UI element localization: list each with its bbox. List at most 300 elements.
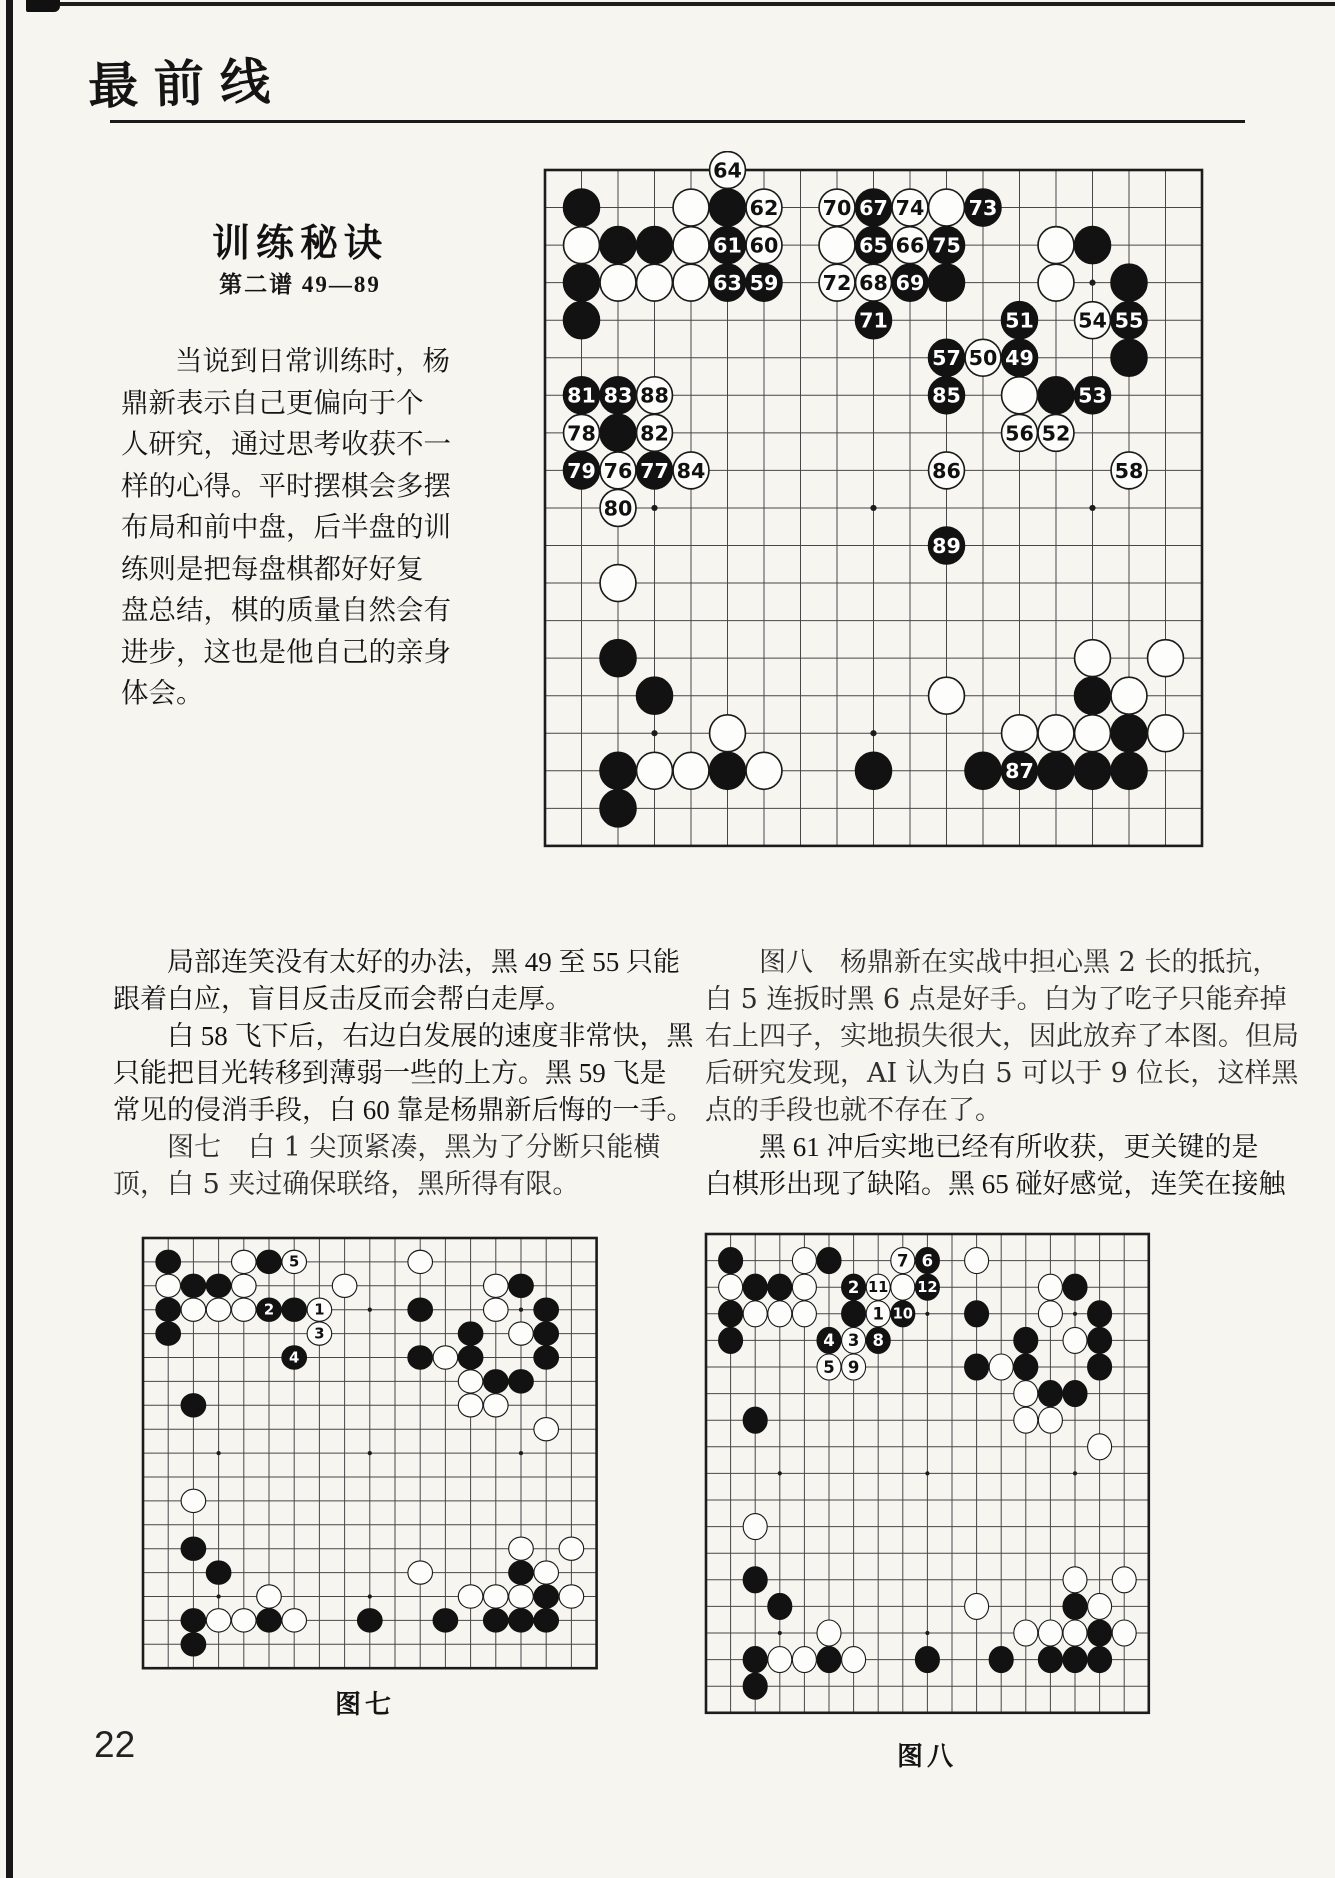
move-number: 6 — [921, 1251, 934, 1271]
text-line: 顶，白 5 夹过确保联络，黑所得有限。 — [113, 1169, 580, 1200]
go-stone-white — [483, 1274, 508, 1297]
go-stone-white — [433, 1346, 458, 1369]
text-line: 局部连笑没有太好的办法，黑 49 至 55 只能 — [167, 947, 680, 977]
go-stone-black — [206, 1561, 231, 1584]
go-stone-black — [719, 1301, 743, 1327]
move-number: 4 — [823, 1331, 835, 1351]
go-stone-black — [710, 227, 746, 264]
text-line: 样的心得。平时摆棋会多摆 — [121, 469, 451, 501]
go-stone-black — [483, 1609, 508, 1632]
go-stone-white — [509, 1322, 534, 1345]
go-stone-black — [1063, 1593, 1087, 1619]
go-stone-black — [1111, 752, 1147, 789]
text-line: 布局和前中盘，后半盘的训 — [121, 511, 451, 542]
go-stone-black — [1111, 302, 1147, 339]
go-stone-white — [792, 1248, 816, 1274]
go-stone-white — [673, 189, 709, 226]
go-stone-black — [743, 1274, 767, 1300]
go-stone-black — [1075, 752, 1111, 789]
move-number: 69 — [895, 271, 925, 296]
go-stone-white — [564, 414, 600, 451]
go-stone-white — [564, 227, 600, 264]
go-stone-black — [710, 189, 746, 226]
go-stone-black — [915, 1647, 939, 1673]
go-stone-white — [534, 1418, 559, 1441]
go-stone-black — [181, 1537, 206, 1560]
go-stone-black — [534, 1322, 559, 1345]
move-number: 51 — [1005, 308, 1034, 333]
text-line: 白棋形出现了缺陷。黑 65 碰好感觉，连笑在接触 — [705, 1169, 1286, 1199]
move-number: 68 — [859, 271, 888, 296]
go-stone-white — [891, 1274, 915, 1300]
go-stone-white — [746, 227, 782, 264]
go-stone-white — [1038, 264, 1074, 301]
go-stone-white — [637, 264, 673, 301]
go-stone-black — [637, 452, 673, 489]
go-stone-black — [156, 1298, 181, 1321]
go-stone-white — [673, 264, 709, 301]
go-stone-white — [710, 715, 746, 752]
move-number: 4 — [289, 1349, 300, 1367]
go-stone-white — [866, 1301, 890, 1327]
go-stone-white — [1088, 1593, 1112, 1619]
scan-top-edge — [26, 2, 1335, 6]
move-number: 2 — [263, 1301, 275, 1319]
go-stone-white — [1038, 1620, 1062, 1646]
go-stone-white — [408, 1561, 433, 1584]
go-stone-black — [746, 264, 782, 301]
text-line: 白 58 飞下后，右边白发展的速度非常快，黑 — [167, 1021, 694, 1051]
move-number: 76 — [603, 458, 633, 483]
move-number: 5 — [823, 1357, 835, 1377]
go-stone-white — [458, 1370, 483, 1393]
go-stone-white — [1002, 414, 1038, 451]
move-number: 87 — [1005, 759, 1034, 784]
go-stone-black — [842, 1301, 866, 1327]
go-stone-black — [564, 452, 600, 489]
go-stone-black — [965, 752, 1001, 789]
go-stone-white — [483, 1585, 508, 1608]
go-stone-black — [564, 189, 600, 226]
go-stone-black — [817, 1327, 841, 1353]
go-stone-black — [282, 1298, 307, 1321]
go-stone-black — [1038, 377, 1074, 414]
go-stone-black — [817, 1647, 841, 1673]
go-stone-white — [1088, 1434, 1112, 1460]
go-stone-white — [458, 1394, 483, 1417]
text-line: 鼎新表示自己更偏向于个 — [121, 386, 424, 418]
go-stone-black — [181, 1394, 206, 1417]
go-stone-black — [600, 227, 636, 264]
go-stone-black — [600, 414, 636, 451]
go-stone-white — [673, 452, 709, 489]
go-stone-white — [1038, 1407, 1062, 1433]
go-stone-white — [929, 677, 965, 714]
go-stone-black — [637, 227, 673, 264]
go-stone-white — [1148, 715, 1184, 752]
go-stone-white — [842, 1354, 866, 1380]
go-stone-white — [1148, 640, 1184, 677]
move-number: 59 — [749, 271, 779, 296]
go-stone-white — [232, 1609, 257, 1632]
move-number: 77 — [640, 458, 669, 483]
go-stone-white — [866, 1274, 890, 1300]
go-stone-black — [181, 1633, 206, 1656]
go-stone-black — [1111, 339, 1147, 376]
go-stone-white — [792, 1301, 816, 1327]
text-line: 盘总结，棋的质量自然会有 — [121, 594, 451, 625]
move-number: 88 — [640, 383, 669, 408]
go-stone-white — [1063, 1567, 1087, 1593]
move-number: 8 — [872, 1331, 884, 1351]
go-stone-black — [1111, 264, 1147, 301]
go-stone-black — [719, 1248, 743, 1274]
go-stone-black — [743, 1673, 767, 1699]
move-number: 55 — [1114, 308, 1144, 333]
text-line: 跟着白应，盲目反击反而会帮白走厚。 — [113, 984, 572, 1014]
go-board-svg-fig7 — [130, 1226, 610, 1680]
go-stone-black — [156, 1322, 181, 1345]
go-stone-white — [746, 189, 782, 226]
move-number: 9 — [847, 1357, 860, 1377]
page-number: 22 — [94, 1724, 136, 1765]
go-stone-black — [637, 677, 673, 714]
go-stone-white — [1002, 377, 1038, 414]
go-board-fig7 — [130, 1226, 610, 1685]
go-stone-white — [1014, 1381, 1038, 1407]
move-number: 10 — [892, 1305, 913, 1323]
commentary-column-right — [705, 944, 1299, 1203]
move-number: 72 — [822, 271, 852, 296]
text-line: 黑 61 冲后实地已经有所收获，更关键的是 — [759, 1132, 1259, 1162]
go-stone-white — [710, 152, 746, 189]
go-stone-white — [842, 1647, 866, 1673]
go-stone-black — [534, 1346, 559, 1369]
go-stone-black — [181, 1274, 206, 1297]
move-number: 70 — [822, 195, 852, 220]
text-line: 图七 白 1 尖顶紧凑，黑为了分断只能横 — [167, 1132, 661, 1163]
go-stone-white — [1014, 1407, 1038, 1433]
go-stone-black — [1014, 1354, 1038, 1380]
go-stone-white — [637, 752, 673, 789]
move-number: 79 — [567, 458, 596, 483]
go-stone-black — [1088, 1354, 1112, 1380]
move-number: 53 — [1078, 383, 1107, 408]
go-stone-black — [719, 1327, 743, 1353]
go-stone-white — [637, 377, 673, 414]
go-stone-white — [156, 1274, 181, 1297]
move-number: 63 — [713, 271, 742, 296]
go-stone-black — [509, 1274, 534, 1297]
go-stone-black — [989, 1647, 1013, 1673]
go-stone-white — [819, 227, 855, 264]
move-number: 84 — [676, 458, 706, 483]
go-stone-white — [819, 264, 855, 301]
text-line: 右上四子，实地损失很大，因此放弃了本图。但局 — [705, 1021, 1299, 1052]
go-stone-black — [458, 1322, 483, 1345]
scan-corner-mark — [26, 0, 60, 12]
go-board-main — [526, 151, 1221, 870]
go-stone-black — [408, 1346, 433, 1369]
go-stone-black — [817, 1248, 841, 1274]
go-stone-black — [965, 1301, 989, 1327]
go-stone-white — [206, 1609, 231, 1632]
go-stone-white — [1038, 227, 1074, 264]
go-stone-white — [1075, 302, 1111, 339]
go-stone-white — [965, 1593, 989, 1619]
go-stone-white — [1075, 640, 1111, 677]
go-stone-white — [1063, 1620, 1087, 1646]
move-number: 74 — [895, 195, 925, 220]
go-stone-white — [408, 1250, 433, 1273]
go-stone-white — [282, 1609, 307, 1632]
move-number: 62 — [749, 195, 779, 220]
move-number: 75 — [932, 233, 961, 258]
go-stone-black — [768, 1274, 792, 1300]
go-stone-black — [156, 1250, 181, 1273]
go-stone-black — [915, 1274, 939, 1300]
move-number: 65 — [859, 233, 888, 258]
go-stone-black — [282, 1346, 307, 1369]
go-stone-white — [673, 752, 709, 789]
go-stone-black — [483, 1370, 508, 1393]
go-stone-white — [746, 752, 782, 789]
move-number: 11 — [868, 1278, 889, 1296]
go-stone-black — [1063, 1647, 1087, 1673]
go-stone-black — [1075, 677, 1111, 714]
go-stone-black — [1088, 1301, 1112, 1327]
go-stone-white — [1014, 1620, 1038, 1646]
go-stone-black — [509, 1609, 534, 1632]
go-stone-white — [1112, 1567, 1136, 1593]
go-stone-black — [842, 1274, 866, 1300]
go-stone-black — [856, 752, 892, 789]
go-stone-white — [458, 1585, 483, 1608]
go-stone-black — [1063, 1274, 1087, 1300]
go-stone-white — [965, 339, 1001, 376]
move-number: 73 — [968, 195, 998, 220]
go-stone-black — [929, 227, 965, 264]
go-stone-white — [232, 1250, 257, 1273]
masthead-calligraphy: 最前线 — [87, 51, 287, 116]
go-stone-white — [637, 414, 673, 451]
move-number: 1 — [314, 1301, 325, 1319]
go-stone-black — [743, 1647, 767, 1673]
go-stone-white — [1112, 1620, 1136, 1646]
masthead-rule — [110, 120, 1245, 123]
go-stone-white — [282, 1250, 307, 1273]
go-stone-white — [332, 1274, 357, 1297]
go-stone-white — [673, 227, 709, 264]
move-number: 82 — [640, 421, 669, 446]
go-stone-white — [768, 1647, 792, 1673]
go-stone-white — [1038, 1274, 1062, 1300]
go-stone-white — [206, 1298, 231, 1321]
text-line: 体会。 — [121, 677, 204, 708]
go-stone-black — [929, 264, 965, 301]
go-stone-black — [600, 790, 636, 827]
text-line: 当说到日常训练时，杨 — [175, 345, 450, 376]
text-line: 白 5 连扳时黑 6 点是好手。白为了吃子只能弃掉 — [705, 984, 1287, 1015]
go-stone-black — [534, 1298, 559, 1321]
move-number: 7 — [897, 1251, 909, 1271]
go-stone-white — [892, 227, 928, 264]
page-title: 训练秘诀 — [211, 223, 388, 265]
move-number: 81 — [567, 383, 596, 408]
go-stone-white — [929, 189, 965, 226]
go-stone-black — [1014, 1327, 1038, 1353]
go-stone-black — [710, 752, 746, 789]
go-stone-white — [1063, 1327, 1087, 1353]
move-number: 1 — [872, 1304, 884, 1324]
go-stone-black — [768, 1593, 792, 1619]
move-number: 64 — [713, 158, 742, 183]
go-stone-white — [509, 1537, 534, 1560]
go-stone-white — [989, 1354, 1013, 1380]
go-stone-white — [257, 1585, 282, 1608]
go-stone-white — [819, 189, 855, 226]
move-number: 3 — [847, 1331, 860, 1351]
move-number: 78 — [567, 421, 596, 446]
go-stone-white — [232, 1274, 257, 1297]
move-number: 66 — [895, 233, 925, 258]
go-stone-white — [892, 189, 928, 226]
go-stone-black — [929, 339, 965, 376]
commentary-column-left — [113, 944, 694, 1203]
text-line: 进步，这也是他自己的亲身 — [121, 635, 451, 667]
go-board-fig8 — [693, 1221, 1162, 1731]
go-stone-white — [509, 1585, 534, 1608]
go-stone-black — [1002, 339, 1038, 376]
go-stone-black — [181, 1609, 206, 1632]
move-number: 52 — [1041, 421, 1071, 446]
move-number: 61 — [713, 233, 742, 258]
go-stone-white — [768, 1301, 792, 1327]
go-stone-white — [181, 1489, 206, 1512]
intro-paragraph — [121, 340, 451, 714]
go-stone-black — [1002, 302, 1038, 339]
text-line: 常见的侵消手段，白 60 靠是杨鼎新后悔的一手。 — [113, 1095, 694, 1125]
go-stone-white — [1038, 715, 1074, 752]
go-stone-white — [842, 1327, 866, 1353]
go-stone-white — [307, 1322, 332, 1345]
go-stone-black — [1038, 752, 1074, 789]
go-stone-white — [792, 1647, 816, 1673]
move-number: 60 — [749, 233, 779, 258]
go-stone-black — [892, 264, 928, 301]
go-stone-black — [564, 377, 600, 414]
go-stone-black — [509, 1561, 534, 1584]
move-number: 50 — [968, 346, 998, 371]
go-board-svg-fig8 — [693, 1221, 1162, 1726]
go-stone-black — [965, 189, 1001, 226]
go-stone-black — [1038, 1381, 1062, 1407]
move-number: 86 — [932, 458, 961, 483]
go-stone-black — [1088, 1327, 1112, 1353]
go-stone-black — [1111, 715, 1147, 752]
go-stone-black — [257, 1609, 282, 1632]
move-number: 58 — [1114, 458, 1144, 483]
go-stone-white — [483, 1394, 508, 1417]
go-stone-black — [534, 1585, 559, 1608]
go-stone-black — [856, 302, 892, 339]
go-stone-black — [929, 377, 965, 414]
page-subtitle: 第二谱 49—89 — [219, 272, 381, 297]
go-stone-white — [181, 1298, 206, 1321]
go-stone-black — [564, 264, 600, 301]
go-stone-white — [1111, 452, 1147, 489]
move-number: 85 — [932, 383, 961, 408]
go-stone-white — [792, 1274, 816, 1300]
move-number: 2 — [847, 1278, 860, 1298]
move-number: 83 — [603, 383, 633, 408]
text-line: 练则是把每盘棋都好好复 — [121, 552, 424, 584]
go-stone-white — [534, 1561, 559, 1584]
go-stone-black — [856, 189, 892, 226]
go-stone-white — [483, 1298, 508, 1321]
move-number: 5 — [289, 1253, 300, 1271]
go-stone-white — [1038, 414, 1074, 451]
go-stone-black — [509, 1370, 534, 1393]
go-stone-white — [817, 1620, 841, 1646]
move-number: 49 — [1005, 346, 1034, 371]
go-stone-white — [1075, 715, 1111, 752]
go-stone-white — [929, 452, 965, 489]
go-stone-white — [1111, 677, 1147, 714]
go-board-svg-main — [526, 151, 1221, 865]
go-stone-white — [891, 1248, 915, 1274]
move-number: 67 — [859, 195, 888, 220]
go-stone-black — [408, 1298, 433, 1321]
go-stone-white — [232, 1298, 257, 1321]
text-line: 后研究发现，AI 认为白 5 可以于 9 位长，这样黑 — [705, 1058, 1299, 1089]
go-stone-black — [600, 377, 636, 414]
go-stone-black — [357, 1609, 382, 1632]
go-stone-white — [559, 1537, 584, 1560]
text-line: 点的手段也就不存在了。 — [705, 1095, 1002, 1126]
text-line: 人研究，通过思考收获不一 — [121, 428, 451, 459]
go-stone-black — [600, 752, 636, 789]
go-stone-black — [915, 1248, 939, 1274]
go-stone-black — [929, 527, 965, 564]
go-stone-black — [206, 1274, 231, 1297]
go-stone-white — [307, 1298, 332, 1321]
go-stone-black — [965, 1354, 989, 1380]
go-stone-black — [743, 1407, 767, 1433]
go-stone-black — [891, 1301, 915, 1327]
go-stone-white — [817, 1354, 841, 1380]
go-stone-black — [710, 264, 746, 301]
go-stone-black — [458, 1346, 483, 1369]
go-stone-black — [1063, 1381, 1087, 1407]
move-number: 3 — [314, 1325, 325, 1343]
move-number: 89 — [932, 533, 961, 558]
go-stone-white — [600, 489, 636, 526]
go-stone-white — [1002, 715, 1038, 752]
go-stone-black — [534, 1609, 559, 1632]
go-stone-black — [1075, 227, 1111, 264]
go-stone-black — [1088, 1620, 1112, 1646]
go-stone-white — [600, 264, 636, 301]
go-stone-white — [743, 1301, 767, 1327]
go-stone-black — [257, 1298, 282, 1321]
go-stone-white — [743, 1514, 767, 1540]
go-stone-black — [1088, 1647, 1112, 1673]
fig7-caption: 图七 — [334, 1690, 395, 1719]
go-stone-black — [1038, 1647, 1062, 1673]
go-stone-white — [600, 452, 636, 489]
go-stone-white — [856, 264, 892, 301]
